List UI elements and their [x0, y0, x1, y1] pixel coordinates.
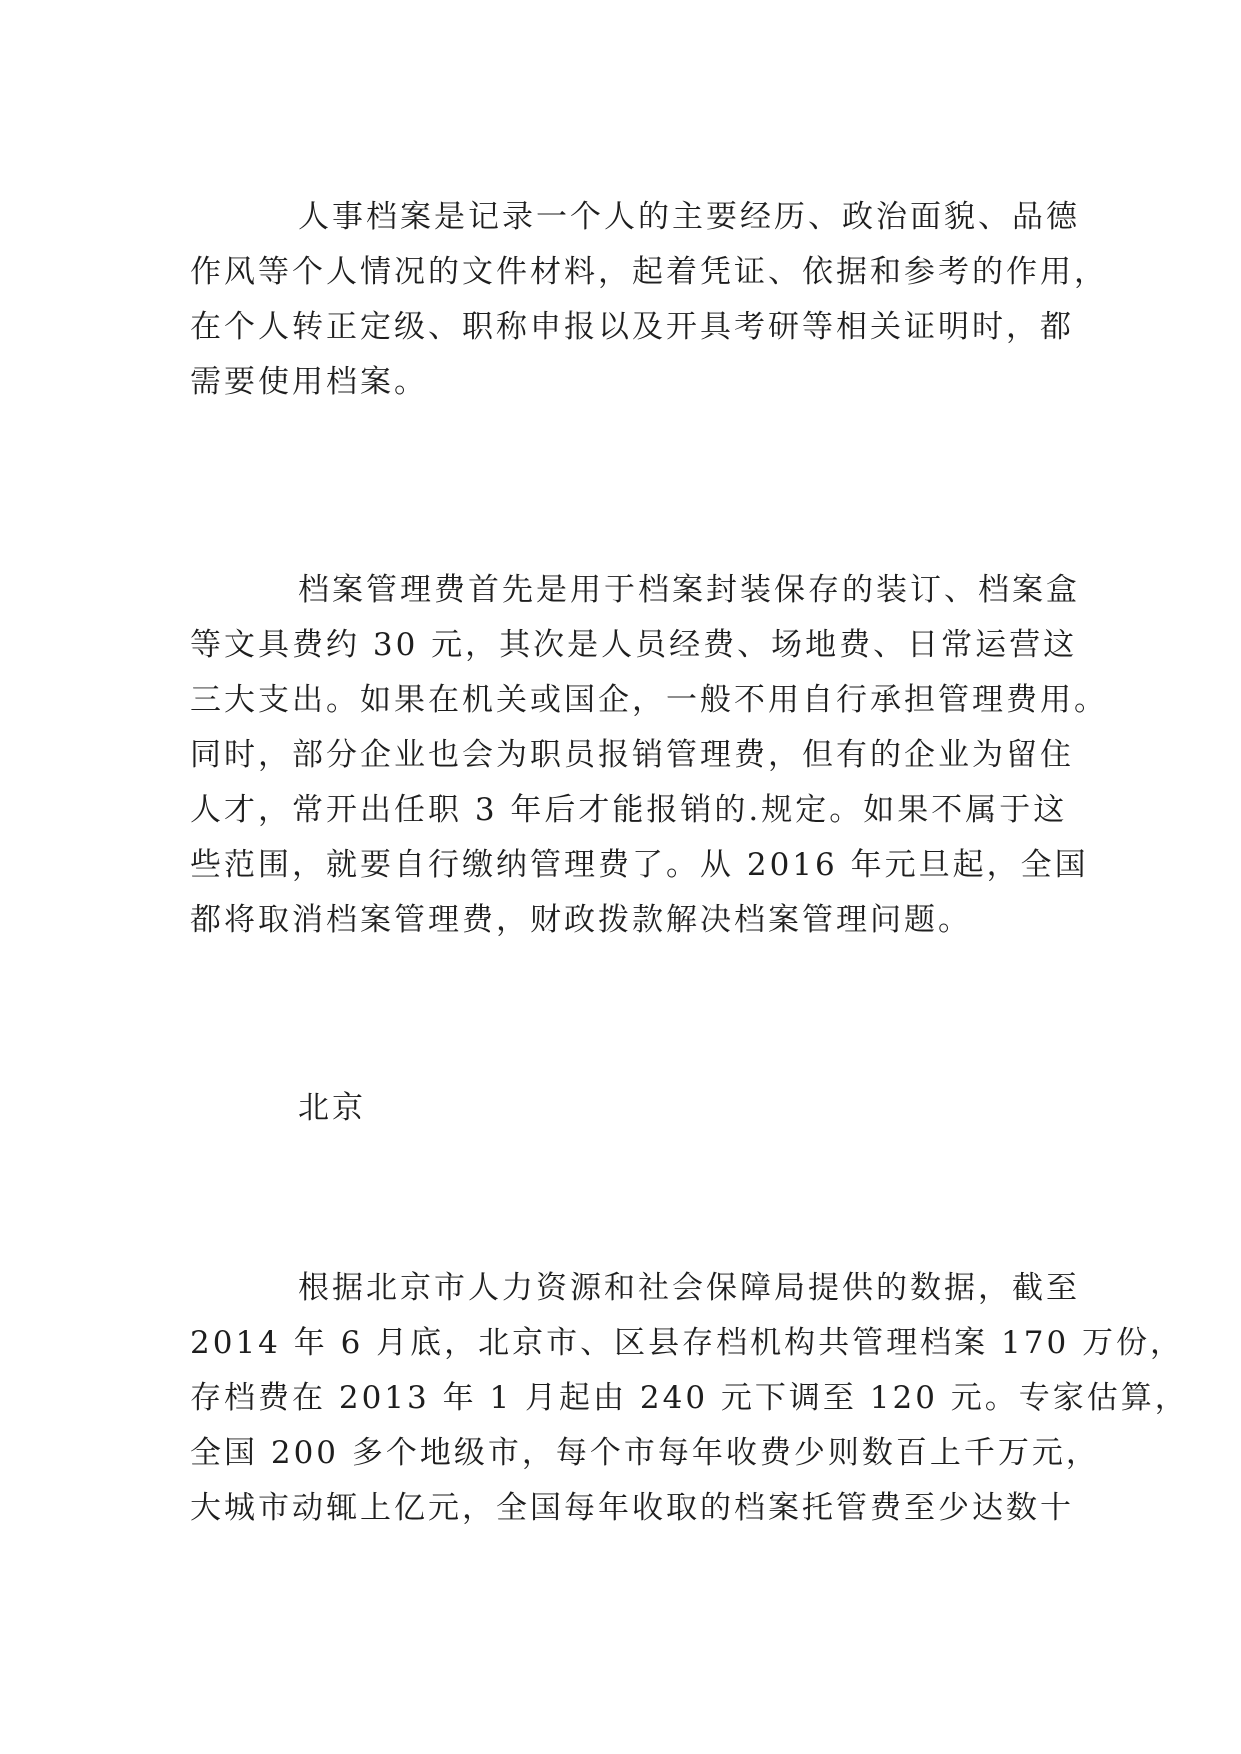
paragraph-2-line-6: 些范围，就要自行缴纳管理费了。从 2016 年元旦起，全国: [190, 847, 1089, 883]
paragraph-1-line-2: 作风等个人情况的文件材料，起着凭证、依据和参考的作用，: [190, 254, 1108, 290]
paragraph-2-line-1: 档案管理费首先是用于档案封装保存的装订、档案盒: [298, 572, 1080, 608]
paragraph-3-line-1: 根据北京市人力资源和社会保障局提供的数据，截至: [298, 1270, 1080, 1306]
paragraph-2-line-4: 同时，部分企业也会为职员报销管理费，但有的企业为留住: [190, 737, 1074, 773]
paragraph-2-line-7: 都将取消档案管理费，财政拨款解决档案管理问题。: [190, 902, 972, 938]
paragraph-1-line-3: 在个人转正定级、职称申报以及开具考研等相关证明时，都: [190, 309, 1074, 345]
paragraph-3-line-5: 大城市动辄上亿元，全国每年收取的档案托管费至少达数十: [190, 1490, 1074, 1526]
section-heading: 北京: [298, 1090, 366, 1126]
paragraph-2-line-5: 人才，常开出任职 3 年后才能报销的.规定。如果不属于这: [190, 792, 1068, 828]
paragraph-2-line-2: 等文具费约 30 元，其次是人员经费、场地费、日常运营这: [190, 627, 1078, 663]
paragraph-3-line-2: 2014 年 6 月底，北京市、区县存档机构共管理档案 170 万份，: [190, 1325, 1185, 1361]
paragraph-1-line-4: 需要使用档案。: [190, 364, 428, 400]
paragraph-1-line-1: 人事档案是记录一个人的主要经历、政治面貌、品德: [298, 199, 1080, 235]
paragraph-3-line-3: 存档费在 2013 年 1 月起由 240 元下调至 120 元。专家估算，: [190, 1380, 1189, 1416]
paragraph-3-line-4: 全国 200 多个地级市，每个市每年收费少则数百上千万元，: [190, 1435, 1100, 1471]
paragraph-2-line-3: 三大支出。如果在机关或国企，一般不用自行承担管理费用。: [190, 682, 1108, 718]
